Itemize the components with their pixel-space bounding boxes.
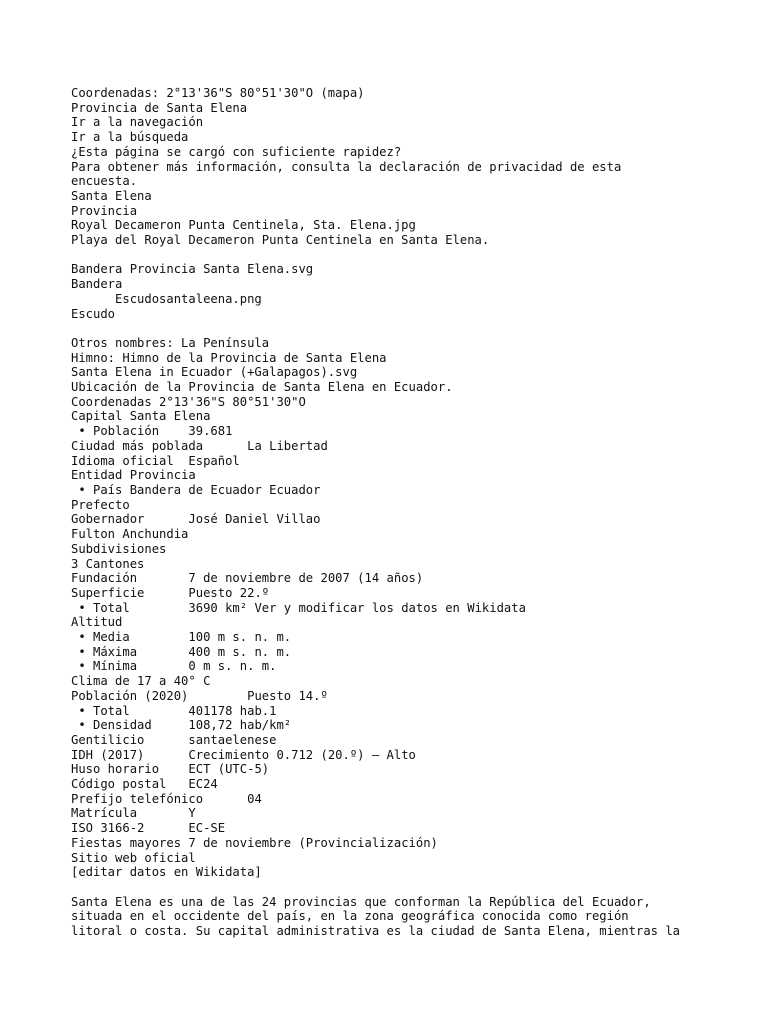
text-line: Altitud (71, 615, 123, 630)
text-line: Himno: Himno de la Provincia de Santa Elena (71, 350, 387, 365)
text-line: Sitio web oficial (71, 850, 196, 865)
text-line: • Máxima 400 m s. n. m. (71, 644, 292, 659)
text-line: Ir a la búsqueda (71, 130, 189, 145)
text-line: Superficie Puesto 22.º (71, 585, 270, 600)
text-line: Provincia (71, 203, 138, 218)
document-text (71, 86, 761, 939)
text-line: [editar datos en Wikidata] (71, 865, 262, 880)
text-line: Gobernador José Daniel Villao (71, 512, 321, 527)
text-line: encuesta. (71, 174, 138, 189)
text-line: Escudo (71, 306, 116, 321)
text-line: Clima de 17 a 40° C (71, 674, 211, 689)
text-line: Matrícula Y (71, 806, 196, 821)
text-line: Santa Elena (71, 188, 152, 203)
text-line: Otros nombres: La Península (71, 335, 270, 350)
text-line: Playa del Royal Decameron Punta Centinela en Santa Elena. (71, 233, 490, 248)
text-line: Ubicación de la Provincia de Santa Elena en Ecuador. (71, 380, 453, 395)
text-line: 3 Cantones (71, 556, 145, 571)
text-line: Santa Elena in Ecuador (+Galapagos).svg (71, 365, 358, 380)
text-line: Bandera Provincia Santa Elena.svg (71, 262, 314, 277)
text-line: • Total 3690 km² Ver y modificar los datos en Wikidata (71, 600, 526, 615)
text-line: • Total 401178 hab.1 (71, 703, 277, 718)
text-line: Prefijo telefónico 04 (71, 791, 262, 806)
text-line: Gentilicio santaelenese (71, 732, 277, 747)
text-line: Royal Decameron Punta Centinela, Sta. Elena.jpg (71, 218, 416, 233)
text-line: Bandera (71, 277, 123, 292)
text-line: IDH (2017) Crecimiento 0.712 (20.º) – Alto (71, 747, 416, 762)
text-line: ISO 3166-2 EC-SE (71, 821, 226, 836)
text-line: Población (2020) Puesto 14.º (71, 688, 328, 703)
text-line: • Densidad 108,72 hab/km² (71, 718, 292, 733)
text-line: Prefecto (71, 497, 130, 512)
document-page (71, 86, 761, 939)
text-line: • Mínima 0 m s. n. m. (71, 659, 277, 674)
text-line: litoral o costa. Su capital administrativa es la ciudad de Santa Elena, mientras la (71, 924, 681, 939)
text-line: Capital Santa Elena (71, 409, 211, 424)
text-line: Fulton Anchundia (71, 527, 189, 542)
text-line: • Población 39.681 (71, 424, 233, 439)
text-line: • Media 100 m s. n. m. (71, 630, 292, 645)
text-line: Subdivisiones (71, 541, 167, 556)
text-line: Provincia de Santa Elena (71, 100, 248, 115)
text-line: Código postal EC24 (71, 777, 218, 792)
text-line: Coordenadas: 2°13'36"S 80°51'30"O (mapa) (71, 86, 365, 100)
text-line: • País Bandera de Ecuador Ecuador (71, 482, 321, 497)
text-line: situada en el occidente del país, en la zona geográfica conocida como región (71, 909, 629, 924)
text-line: Idioma oficial Español (71, 453, 240, 468)
text-line: Entidad Provincia (71, 468, 196, 483)
text-line: Ciudad más poblada La Libertad (71, 438, 328, 453)
text-line: Coordenadas 2°13'36"S 80°51'30"O (71, 394, 306, 409)
text-line: ¿Esta página se cargó con suficiente rapidez? (71, 144, 402, 159)
text-line: Para obtener más información, consulta la declaración de privacidad de esta (71, 159, 622, 174)
text-line: Fiestas mayores 7 de noviembre (Provincialización) (71, 835, 438, 850)
text-line: Santa Elena es una de las 24 provincias que conforman la República del Ecuador, (71, 894, 651, 909)
text-line: Huso horario ECT (UTC-5) (71, 762, 270, 777)
text-line: Fundación 7 de noviembre de 2007 (14 años) (71, 571, 424, 586)
text-line: Ir a la navegación (71, 115, 204, 130)
text-line: Escudosantaleena.png (71, 291, 262, 306)
